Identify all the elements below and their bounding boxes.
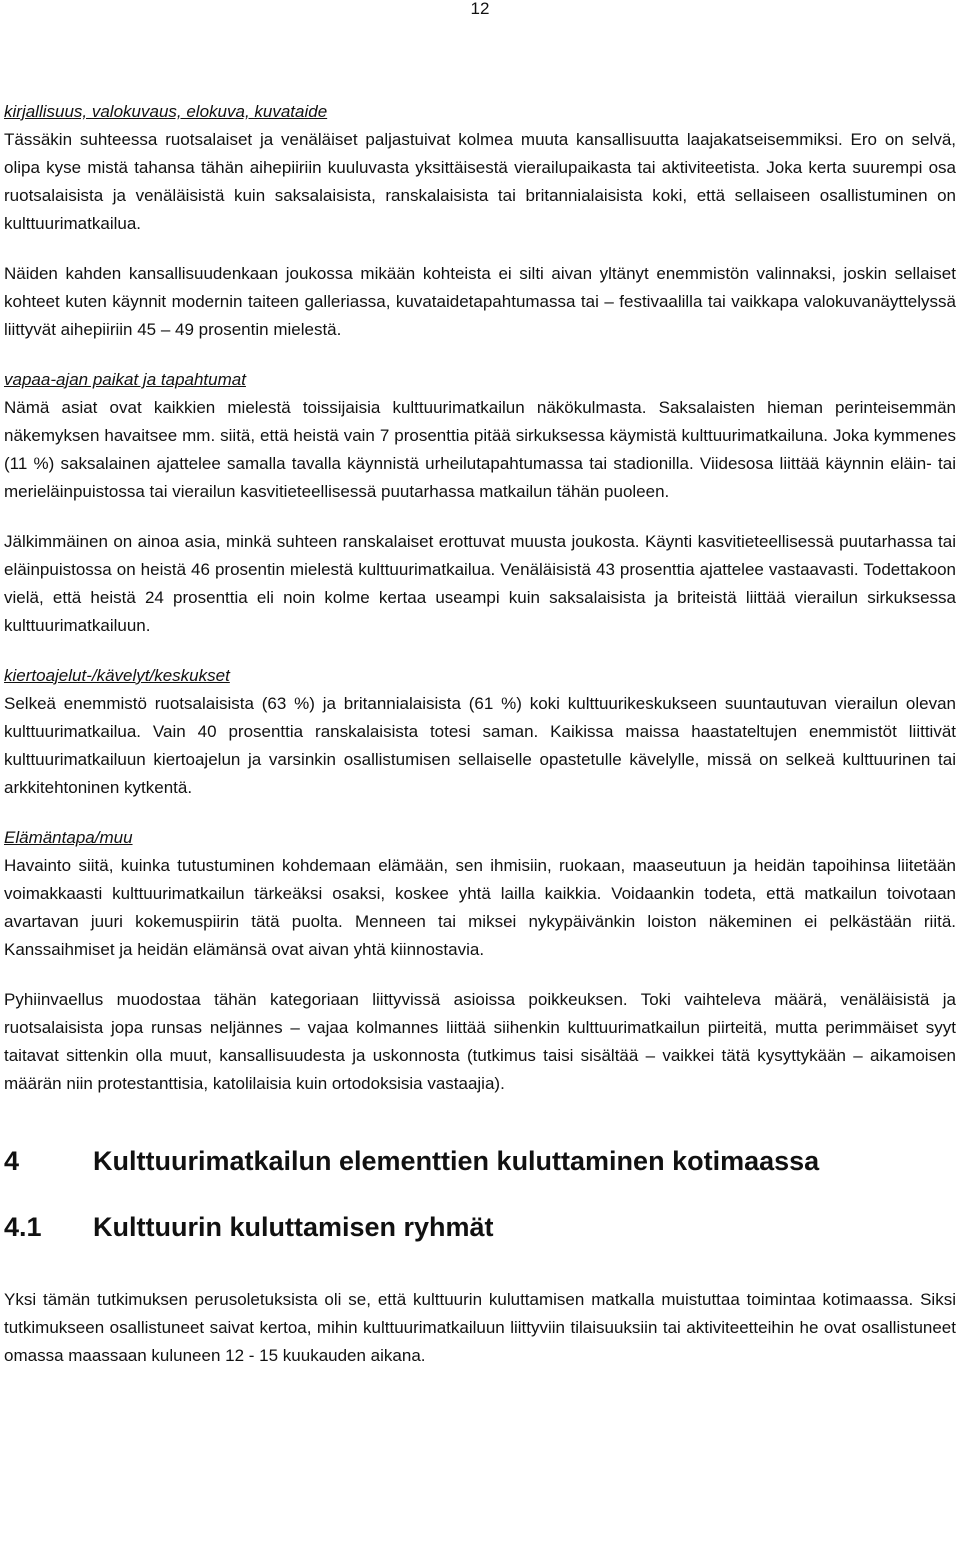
chapter-title: Kulttuurimatkailun elementtien kuluttaminen kotimaassa — [93, 1146, 820, 1176]
section-leisure-places-cont — [4, 528, 956, 640]
chapter-number: 4 — [4, 1146, 20, 1176]
paragraph: Selkeä enemmistö ruotsalaisista (63 %) ja britannialaisista (61 %) koki kulttuurikeskukseen suuntautuvan vierailun olevan kulttuurimatkailua. Vain 40 prosenttia ranskalaisista totesi saman. Kaikissa maissa haastateltujen enemmistöt liittivät kulttuurimatkailuun kiertoajelun ja varsinkin osallistumisen sellaiselle opastetulle kävelylle, missä on selkeä kulttuurinen tai arkkitehtoninen kytkentä. — [4, 694, 956, 797]
section-lifestyle — [4, 824, 956, 964]
paragraph: Pyhiinvaellus muodostaa tähän kategoriaan liittyvissä asioissa poikkeuksen. Toki vaihteleva määrä, venäläisistä ja ruotsalaisista jopa runsas neljännes – vajaa kolmannes liittää siihenkin kulttuurimatkailun piirteitä, mutta perimmäiset syyt taitavat sittenkin olla muut, kansallisuudesta ja uskonnosta (tutkimus taisi sisältää – vaikkei tätä kysyttykään – aikamoisen määrän niin protestanttisia, katolilaisia kuin ortodoksisia vastaajia). — [4, 990, 956, 1093]
section-heading: Elämäntapa/muu — [4, 828, 133, 847]
section-heading: vapaa-ajan paikat ja tapahtumat — [4, 370, 246, 389]
closing-paragraph: Yksi tämän tutkimuksen perusoletuksista oli se, että kulttuurin kuluttamisen matkalla muistuttaa toimintaa kotimaassa. Siksi tutkimukseen osallistuneet saivat kertoa, mihin kulttuurimatkailuun liittyviin tilaisuuksiin tai aktiviteetteihin he ovat osallistuneet omassa maassaan kuluneen 12 - 15 kuukauden aikana. — [4, 1290, 956, 1365]
paragraph: Näiden kahden kansallisuudenkaan joukossa mikään kohteista ei silti aivan yltänyt enemmistön valinnaksi, joskin sellaiset kohteet kuten käynnit modernin taiteen galleriassa, kuvataidetapahtumassa tai – festivaalilla tai vaikkapa valokuvanäyttelyssä liittyvät aihepiiriin 45 – 49 prosentin mielestä. — [4, 264, 956, 339]
section-literature-photography — [4, 98, 956, 238]
subchapter-number: 4.1 — [4, 1212, 42, 1242]
paragraph: Nämä asiat ovat kaikkien mielestä toissijaisia kulttuurimatkailun näkökulmasta. Saksalaisten hieman perinteisemmän näkemyksen havaitsee mm. siitä, että heistä vain 7 prosenttia pitää sirkuksessa käymistä kulttuurimatkailuna. Joka kymmenes (11 %) saksalainen ajattelee samalla tavalla käynnistä urheilutapahtumassa tai stadionilla. Viidesosa liittää käynnin eläin- tai merieläinpuistossa tai vierailun kasvitieteellisessä puutarhassa matkailun tähän puoleen. — [4, 398, 956, 501]
section-heading: kirjallisuus, valokuvaus, elokuva, kuvataide — [4, 102, 328, 121]
paragraph: Jälkimmäinen on ainoa asia, minkä suhteen ranskalaiset erottuvat muusta joukosta. Käynti kasvitieteellisessä puutarhassa tai eläinpuistossa on heistä 46 prosentin mielestä kulttuurimatkailua. Venäläisistä 43 prosenttia ajattelee vastaavasti. Todettakoon vielä, että heistä 24 prosenttia eli noin kolme kertaa useampi kuin saksalaisista ja briteistä liittää vierailun sirkuksessa kulttuurimatkailuun. — [4, 532, 956, 635]
document-body — [4, 98, 956, 1370]
paragraph: Havainto siitä, kuinka tutustuminen kohdemaan elämään, sen ihmisiin, ruokaan, maaseutuun ja heidän tapoihinsa liitetään voimakkaasti kulttuurimatkailun tärkeäksi osaksi, koskee yhtä lailla kaikkia. Voidaankin todeta, että matkailun toivotaan avartavan juuri kokemuspiirin tätä puolta. Menneen tai miksei nykypäivänkin loiston näkeminen ei pelkästään riitä. Kanssaihmiset ja heidän elämänsä ovat aivan yhtä kiinnostavia. — [4, 856, 956, 959]
page-number: 12 — [470, 0, 490, 18]
section-literature-photography-cont — [4, 260, 956, 344]
subchapter-title: Kulttuurin kuluttamisen ryhmät — [93, 1212, 494, 1242]
section-lifestyle-cont — [4, 986, 956, 1098]
section-heading: kiertoajelut-/kävelyt/keskukset — [4, 666, 230, 685]
section-leisure-places — [4, 366, 956, 506]
chapter-heading — [4, 1144, 956, 1178]
subchapter-heading — [4, 1210, 956, 1244]
paragraph: Tässäkin suhteessa ruotsalaiset ja venäläiset paljastuivat kolmea muuta kansallisuutta laajakatseisemmiksi. Ero on selvä, olipa kyse mistä tahansa tähän aihepiiriin kuuluvasta yksittäisestä vierailupaikasta tai aktiviteetista. Joka kerta suurempi osa ruotsalaisista ja venäläisistä kuin saksalaisista, ranskalaisista tai britannialaisista koki, että sellaiseen osallistuminen on kulttuurimatkailua. — [4, 130, 956, 233]
section-tours-walks — [4, 662, 956, 802]
